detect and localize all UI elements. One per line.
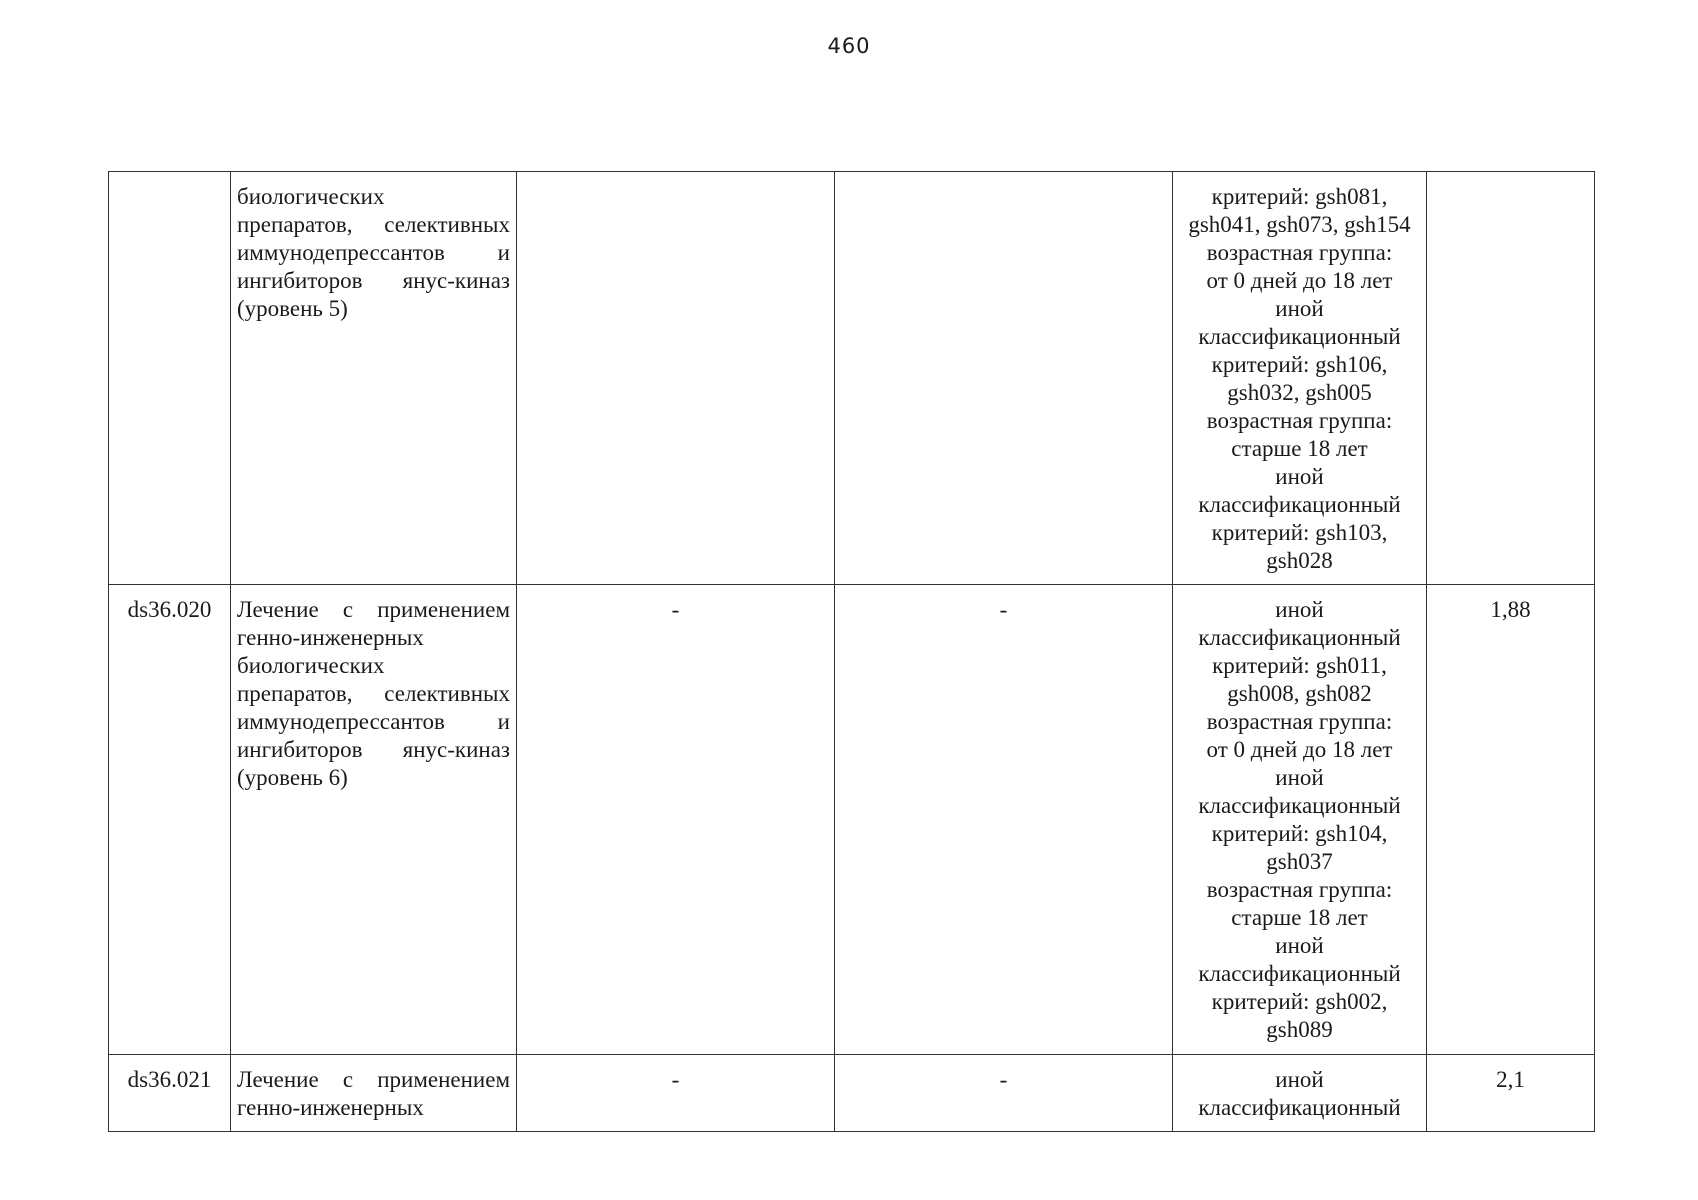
criteria-line: классификационный [1198,625,1401,650]
criteria-line: старше 18 лет [1231,905,1368,930]
criteria-line: классификационный [1198,492,1401,517]
coefficient-cell: 2,1 [1427,1055,1595,1132]
criteria-cell [1173,585,1427,1055]
criteria-line: от 0 дней до 18 лет [1206,737,1393,762]
value-cell [835,172,1173,585]
criteria-line: критерий: gsh081, [1211,184,1388,209]
code-cell [109,172,231,585]
name-line: иммунодепрессантов и [237,709,510,734]
name-line: биологических [237,653,385,678]
name-line: генно-инженерных [237,1095,424,1120]
criteria-line: иной [1275,464,1324,489]
criteria-line: возрастная группа: [1206,240,1393,265]
coefficient-cell [1427,172,1595,585]
criteria-line: иной [1275,1067,1324,1092]
criteria-line: критерий: gsh104, [1211,821,1388,846]
criteria-line: критерий: gsh103, [1211,520,1388,545]
name-cell [231,585,517,1055]
criteria-line: иной [1275,933,1324,958]
criteria-cell [1173,172,1427,585]
name-line: препаратов, селективных [237,212,510,237]
tariff-table [108,171,1595,1132]
table-row [109,172,1595,585]
criteria-line: gsh032, gsh005 [1227,380,1372,405]
value-cell: - [517,585,835,1055]
criteria-line: критерий: gsh011, [1212,653,1387,678]
criteria-cell [1173,1055,1427,1132]
name-line: Лечение с применением [237,1067,510,1092]
name-line: (уровень 6) [237,765,348,790]
criteria-line: классификационный [1198,793,1401,818]
code-cell: ds36.021 [109,1055,231,1132]
coefficient-cell: 1,88 [1427,585,1595,1055]
table-row [109,585,1595,1055]
criteria-line: gsh089 [1266,1017,1333,1042]
value-cell: - [835,585,1173,1055]
name-line: иммунодепрессантов и [237,240,510,265]
name-line: ингибиторов янус-киназ [237,268,510,293]
criteria-line: gsh037 [1266,849,1333,874]
value-cell: - [517,1055,835,1132]
criteria-line: от 0 дней до 18 лет [1206,268,1393,293]
value-cell: - [835,1055,1173,1132]
criteria-line: иной [1275,296,1324,321]
criteria-line: классификационный [1198,1095,1401,1120]
criteria-line: возрастная группа: [1206,408,1393,433]
value-cell [517,172,835,585]
criteria-line: gsh028 [1266,548,1333,573]
criteria-line: критерий: gsh106, [1211,352,1388,377]
name-line: ингибиторов янус-киназ [237,737,510,762]
criteria-line: возрастная группа: [1206,709,1393,734]
page-number: 460 [827,34,871,58]
name-line: препаратов, селективных [237,681,510,706]
criteria-line: классификационный [1198,324,1401,349]
table-row [109,1055,1595,1132]
criteria-line: критерий: gsh002, [1211,989,1388,1014]
name-line: генно-инженерных [237,625,424,650]
criteria-line: иной [1275,765,1324,790]
criteria-line: иной [1275,597,1324,622]
name-line: биологических [237,184,385,209]
criteria-line: возрастная группа: [1206,877,1393,902]
criteria-line: gsh041, gsh073, gsh154 [1188,212,1411,237]
name-cell [231,172,517,585]
code-cell: ds36.020 [109,585,231,1055]
name-cell [231,1055,517,1132]
name-line: Лечение с применением [237,597,510,622]
name-line: (уровень 5) [237,296,348,321]
table-body [109,172,1595,1132]
criteria-line: gsh008, gsh082 [1227,681,1372,706]
criteria-line: классификационный [1198,961,1401,986]
criteria-line: старше 18 лет [1231,436,1368,461]
